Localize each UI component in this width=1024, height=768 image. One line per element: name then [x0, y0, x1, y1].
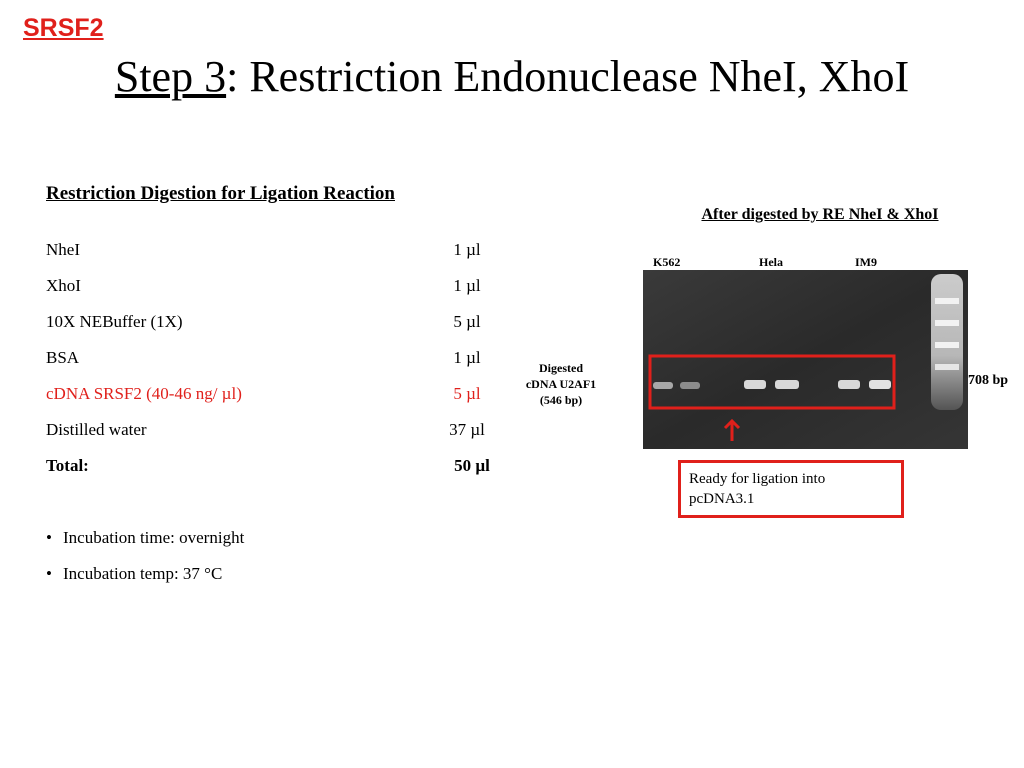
reagent-row — [46, 346, 481, 370]
total-label: Total: — [46, 456, 89, 475]
gel-band — [775, 380, 799, 389]
ladder-band — [935, 364, 959, 370]
bullet-icon: • — [46, 528, 52, 547]
reagent-name: NheI — [46, 240, 80, 259]
reagent-name: 10X NEBuffer (1X) — [46, 312, 183, 331]
reagent-amount: 5 µl — [453, 384, 481, 403]
digested-line: (546 bp) — [539, 393, 583, 407]
size-marker-label: 708 bp — [968, 373, 1009, 388]
title-step: Step 3 — [114, 52, 227, 101]
lane-label-k562: K562 — [653, 255, 681, 269]
slide-title — [0, 52, 1024, 101]
gel-band — [653, 382, 673, 389]
figure-caption: After digested by RE NheI & XhoI — [701, 206, 939, 223]
bullet-item — [46, 526, 244, 550]
bullet-item — [46, 562, 222, 586]
reagent-name: BSA — [46, 348, 80, 367]
lane-label-im9: IM9 — [855, 255, 877, 269]
lane-label-hela: Hela — [759, 255, 783, 269]
reagent-amount: 37 µl — [449, 420, 485, 439]
ligation-note — [678, 460, 904, 518]
note-line: Ready for ligation into — [689, 471, 826, 487]
note-line: pcDNA3.1 — [689, 491, 755, 507]
reagent-amount: 1 µl — [453, 348, 481, 367]
gel-band — [680, 382, 700, 389]
gel-band — [838, 380, 860, 389]
table-heading: Restriction Digestion for Ligation Reaction — [46, 183, 395, 204]
bullet-text: Incubation time: overnight — [63, 528, 245, 547]
up-arrow-icon — [722, 418, 742, 442]
ladder-band — [935, 298, 959, 304]
reagent-row — [46, 238, 481, 262]
total-row — [46, 454, 490, 478]
gel-band — [869, 380, 891, 389]
reagent-name: Distilled water — [46, 420, 147, 439]
reagent-amount: 5 µl — [453, 312, 481, 331]
bullet-icon: • — [46, 564, 52, 583]
bullet-text: Incubation temp: 37 °C — [63, 564, 223, 583]
reagent-name: cDNA SRSF2 (40-46 ng/ µl) — [46, 384, 242, 403]
digested-line: cDNA U2AF1 — [525, 377, 597, 391]
reagent-row — [46, 418, 485, 442]
gel-background — [643, 270, 968, 449]
ladder-band — [935, 342, 959, 348]
title-text: : Restriction Endonuclease NheI, XhoI — [226, 52, 910, 101]
ladder-band — [935, 320, 959, 326]
slide-tag: SRSF2 — [23, 14, 104, 42]
digested-label — [506, 360, 616, 408]
reagent-amount: 1 µl — [453, 240, 481, 259]
gel-band — [744, 380, 766, 389]
reagent-row — [46, 274, 481, 298]
reagent-row — [46, 310, 481, 334]
reagent-row-cdna — [46, 382, 481, 406]
digested-line: Digested — [539, 361, 583, 375]
reagent-name: XhoI — [46, 276, 81, 295]
gel-image — [643, 270, 968, 449]
total-amount: 50 µl — [454, 456, 490, 475]
reagent-amount: 1 µl — [453, 276, 481, 295]
